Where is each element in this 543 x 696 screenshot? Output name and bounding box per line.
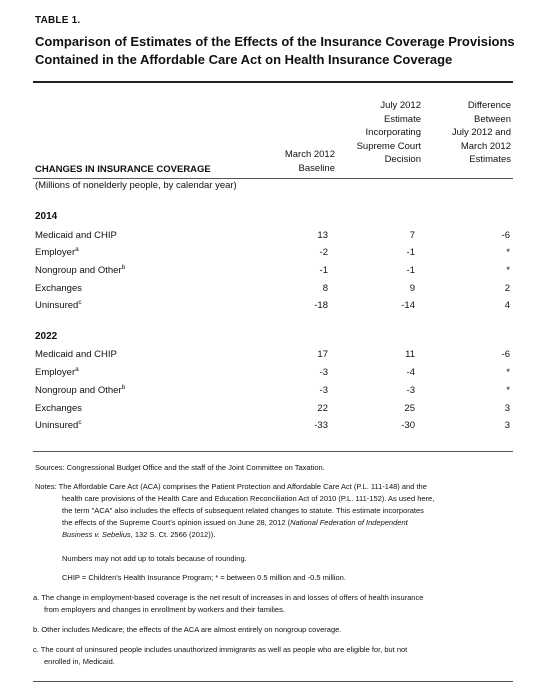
row-label: Exchanges xyxy=(35,283,83,294)
table-row xyxy=(35,247,513,263)
cell-difference: -6 xyxy=(501,349,510,360)
row-label: Employer$^a$ xyxy=(35,246,79,258)
cell-march-2012: -3 xyxy=(319,367,328,378)
year-heading-2022: 2022 xyxy=(35,331,58,342)
row-label: Nongroup and Other$^b$ xyxy=(35,384,126,396)
table-bottom-rule xyxy=(33,451,513,452)
column-header-line: Incorporating xyxy=(365,127,421,138)
cell-july-2012: -1 xyxy=(406,247,415,258)
cell-july-2012: 7 xyxy=(409,230,415,241)
cell-march-2012: -3 xyxy=(319,385,328,396)
column-header-march-2012 xyxy=(285,148,335,175)
column-header-line: Supreme Court xyxy=(356,140,421,152)
cell-difference: -6 xyxy=(501,230,510,241)
cell-march-2012: -1 xyxy=(319,265,328,276)
table-row xyxy=(35,265,513,281)
column-header-line: Estimate xyxy=(384,113,421,125)
cell-july-2012: 25 xyxy=(404,403,415,414)
row-label: Medicaid and CHIP xyxy=(35,230,117,241)
table-row xyxy=(35,300,513,316)
footnote-c: c. The count of uninsured people includes unauthorized immigrants as well as people who are eligible for, but not xyxy=(33,645,408,654)
section-subheading: (Millions of nonelderly people, by calendar year) xyxy=(35,180,237,191)
row-label: Uninsured$^c$ xyxy=(35,299,82,311)
notes-line: Business v. Sebelius, 132 S. Ct. 2566 (2012)). xyxy=(62,530,216,539)
footnote-a-continued: from employers and changes in enrollment by workers and their families. xyxy=(44,605,285,614)
cell-july-2012: 11 xyxy=(405,349,415,360)
notes-line: health care provisions of the Health Care and Education Reconciliation Act of 2010 (P.L. 111-152). As used here, xyxy=(62,494,435,503)
notes-line: Notes: The Affordable Care Act (ACA) comprises the Patient Protection and Affordable Care Act (P.L. 111-148) and the xyxy=(35,482,427,491)
column-header-line: July 2012 xyxy=(380,100,421,111)
cell-july-2012: -30 xyxy=(401,420,415,431)
notes-line: the term "ACA" also includes the effects of subsequent related changes to statute. This estimate incorporates xyxy=(62,506,424,515)
cell-difference: * xyxy=(506,385,510,396)
column-header-line: March 2012 xyxy=(460,140,511,152)
table-label: TABLE 1. xyxy=(35,15,81,26)
cell-difference: * xyxy=(506,367,510,378)
cell-march-2012: 22 xyxy=(317,403,328,414)
row-label: Exchanges xyxy=(35,403,83,414)
column-header-line: Decision xyxy=(384,154,421,165)
sources-note: Sources: Congressional Budget Office and the staff of the Joint Committee on Taxation. xyxy=(35,463,325,472)
cell-difference: * xyxy=(506,265,510,276)
rounding-note: Numbers may not add up to totals because of rounding. xyxy=(62,554,247,563)
cell-march-2012: -18 xyxy=(314,300,328,311)
column-header-line: Between xyxy=(474,113,511,125)
cell-march-2012: 13 xyxy=(317,230,328,241)
cell-july-2012: -4 xyxy=(406,367,415,378)
row-label: Medicaid and CHIP xyxy=(35,349,117,360)
section-heading: CHANGES IN INSURANCE COVERAGE xyxy=(35,164,211,175)
column-header-line: Estimates xyxy=(469,154,511,165)
footnote-b: b. Other includes Medicare; the effects of the ACA are almost entirely on nongroup coverage. xyxy=(33,625,342,634)
table-row xyxy=(35,230,513,246)
footnote-a: a. The change in employment-based coverage is the net result of increases in and losses of offers of health insurance xyxy=(33,593,424,602)
column-header-line: Difference xyxy=(467,100,511,111)
top-rule xyxy=(33,81,513,83)
cell-march-2012: -33 xyxy=(314,420,328,431)
year-heading-2014: 2014 xyxy=(35,211,58,222)
cell-march-2012: 8 xyxy=(322,283,328,294)
column-header-line: Baseline xyxy=(298,162,335,174)
table-row xyxy=(35,385,513,401)
row-label: Employer$^a$ xyxy=(35,366,79,378)
cell-july-2012: -14 xyxy=(401,300,415,311)
cell-march-2012: -2 xyxy=(319,247,328,258)
row-label: Uninsured$^c$ xyxy=(35,419,82,431)
table-row xyxy=(35,367,513,383)
cell-july-2012: 9 xyxy=(409,283,415,294)
table-row xyxy=(35,403,513,419)
cell-difference: 2 xyxy=(504,283,510,294)
table-row xyxy=(35,420,513,436)
footnote-c-continued: enrolled in, Medicaid. xyxy=(44,657,115,666)
chip-note: CHIP = Children's Health Insurance Program; * = between 0.5 million and -0.5 million. xyxy=(62,573,346,582)
table-row xyxy=(35,349,513,365)
column-header-line: March 2012 xyxy=(284,149,335,160)
column-header-difference xyxy=(452,99,511,167)
row-label: Nongroup and Other$^b$ xyxy=(35,264,126,276)
cell-difference: * xyxy=(506,247,510,258)
column-header-july-2012 xyxy=(357,99,421,167)
cell-july-2012: -3 xyxy=(406,385,415,396)
notes-line: the effects of the Supreme Court's opinion issued on June 28, 2012 (National Federation of Independent xyxy=(62,518,408,527)
cell-july-2012: -1 xyxy=(406,265,415,276)
cell-difference: 3 xyxy=(504,403,510,414)
bottom-rule xyxy=(33,681,513,682)
cell-march-2012: 17 xyxy=(317,349,328,360)
header-rule xyxy=(33,178,513,179)
cell-difference: 3 xyxy=(504,420,510,431)
table-title: Comparison of Estimates of the Effects of the Insurance Coverage Provisions Contained in the Affordable Care Act on Health Insurance Coverage xyxy=(35,34,515,67)
column-header-line: July 2012 and xyxy=(451,127,511,138)
cell-difference: 4 xyxy=(504,300,510,311)
table-row xyxy=(35,283,513,299)
